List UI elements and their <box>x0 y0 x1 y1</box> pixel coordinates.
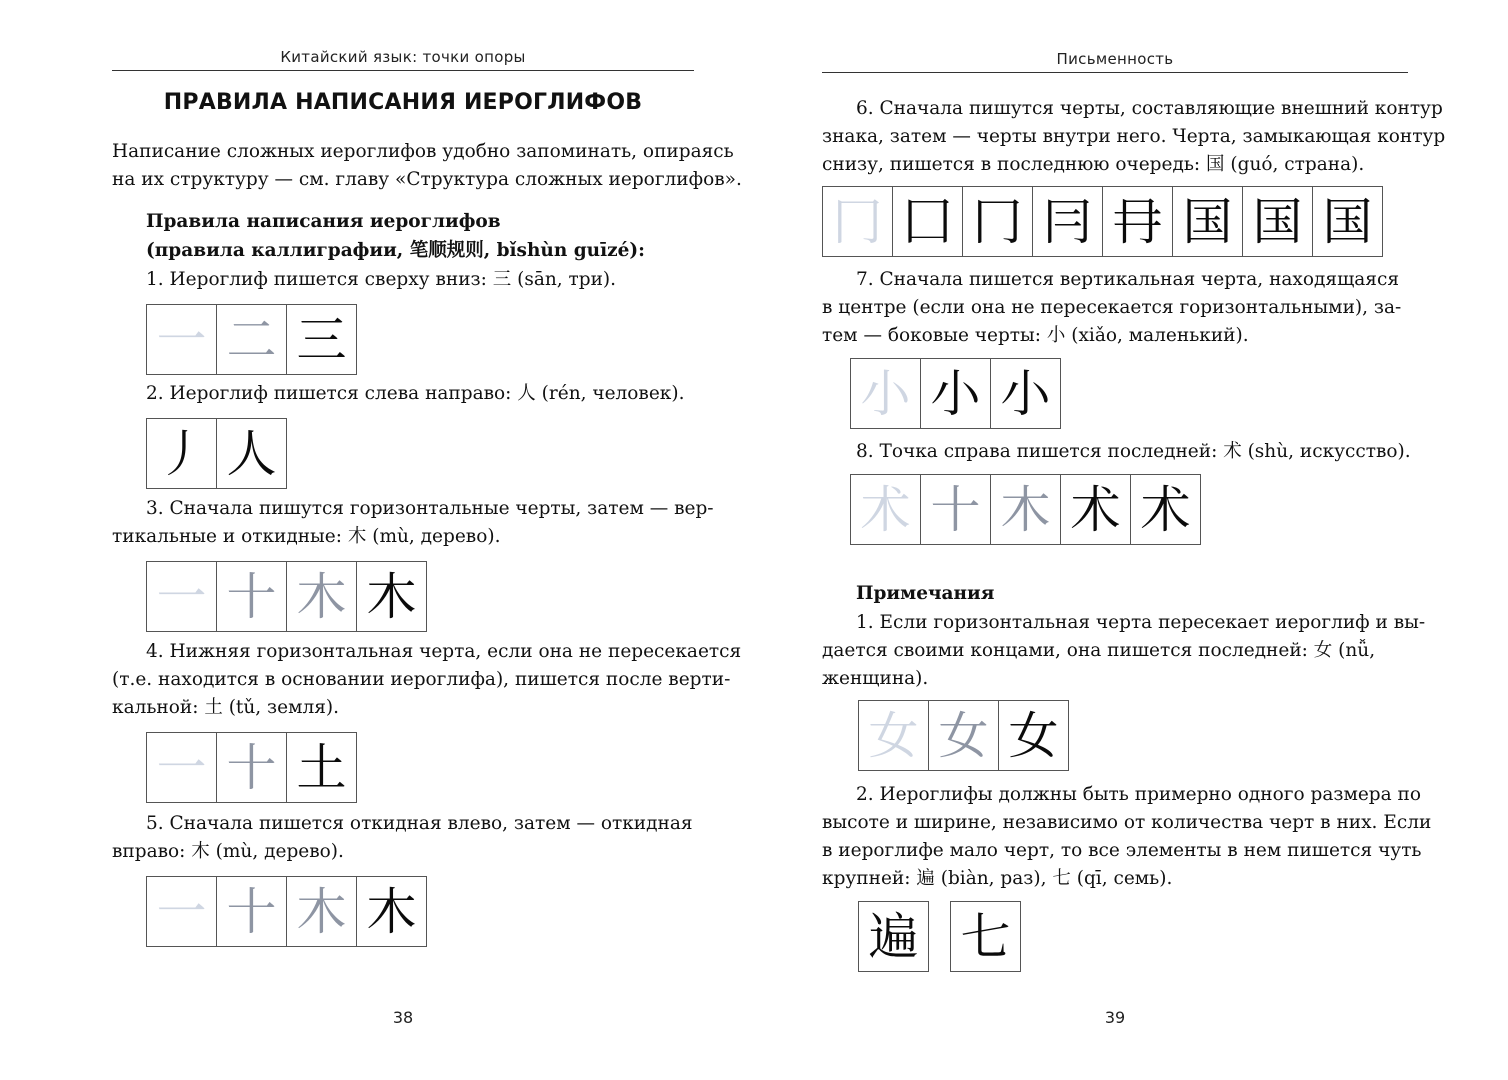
stroke-tile: 十 <box>216 561 287 632</box>
note-1-stroke-order <box>858 700 1069 771</box>
rule-4-text: 4. Нижняя горизонтальная черта, если она не пересекается <box>146 641 742 662</box>
stroke-tile: 十 <box>216 732 287 803</box>
rule-6-text: 6. Сначала пишутся черты, составляющие внешний контур <box>856 98 1443 119</box>
rule-7-text: в центре (если она не пересекается горизонтальными), за- <box>822 297 1402 318</box>
example-tile: 七 <box>950 901 1021 972</box>
stroke-tile: 冂 <box>822 186 893 257</box>
note-2-text: высоте и ширине, независимо от количества черт в них. Если <box>822 812 1432 833</box>
notes-heading: Примечания <box>856 583 995 604</box>
stroke-tile: 丿 <box>146 418 217 489</box>
note-1-text: женщина). <box>822 668 929 689</box>
stroke-tile: 国 <box>1172 186 1243 257</box>
chapter-title: ПРАВИЛА НАПИСАНИЯ ИЕРОГЛИФОВ <box>163 90 643 115</box>
stroke-tile: 三 <box>286 304 357 375</box>
rule-6-stroke-order <box>822 186 1383 257</box>
stroke-tile: 二 <box>216 304 287 375</box>
right-page <box>822 0 1446 1080</box>
rule-2-stroke-order <box>146 418 287 489</box>
stroke-tile: 女 <box>858 700 929 771</box>
rule-2-text: 2. Иероглиф пишется слева направо: 人 (rén, человек). <box>146 383 685 404</box>
header-rule <box>112 70 694 71</box>
note-2-text: в иероглифе мало черт, то все элементы в нем пишется чуть <box>822 840 1422 861</box>
note-2-text: 2. Иероглифы должны быть примерно одного размера по <box>856 784 1421 805</box>
stroke-tile: 木 <box>286 876 357 947</box>
rule-7-text: тем — боковые черты: 小 (xiǎo, маленький). <box>822 325 1249 346</box>
rule-6-text: знака, затем — черты внутри него. Черта, замыкающая контур <box>822 126 1446 147</box>
stroke-tile: 冄 <box>1102 186 1173 257</box>
rule-7-text: 7. Сначала пишется вертикальная черта, находящаяся <box>856 269 1399 290</box>
stroke-tile: 国 <box>1242 186 1313 257</box>
left-page <box>112 0 742 1080</box>
running-head: Китайский язык: точки опоры <box>280 48 526 66</box>
running-head: Письменность <box>1056 50 1174 68</box>
stroke-tile: 一 <box>146 876 217 947</box>
stroke-tile: 一 <box>146 304 217 375</box>
intro-line: на их структуру — см. главу «Структура сложных иероглифов». <box>112 169 742 190</box>
rule-7-stroke-order <box>850 358 1061 429</box>
stroke-tile: 小 <box>990 358 1061 429</box>
note-2-examples <box>858 901 1021 972</box>
stroke-tile: 十 <box>216 876 287 947</box>
stroke-tile: 十 <box>920 474 991 545</box>
stroke-tile: 小 <box>920 358 991 429</box>
stroke-tile: 国 <box>1312 186 1383 257</box>
stroke-tile: 术 <box>1060 474 1131 545</box>
stroke-tile: 术 <box>1130 474 1201 545</box>
rule-5-text: вправо: 木 (mù, дерево). <box>112 841 344 862</box>
stroke-tile: 冃 <box>1032 186 1103 257</box>
stroke-tile: 囗 <box>892 186 963 257</box>
stroke-tile: 木 <box>990 474 1061 545</box>
page-number: 38 <box>392 1008 414 1027</box>
rule-4-stroke-order <box>146 732 357 803</box>
stroke-tile: 术 <box>850 474 921 545</box>
note-1-text: 1. Если горизонтальная черта пересекает иероглиф и вы- <box>856 612 1426 633</box>
rule-8-stroke-order <box>850 474 1201 545</box>
rule-4-text: кальной: 土 (tǔ, земля). <box>112 697 339 718</box>
stroke-tile: 冂 <box>962 186 1033 257</box>
stroke-tile: 人 <box>216 418 287 489</box>
intro-line: Написание сложных иероглифов удобно запоминать, опираясь <box>112 141 734 162</box>
rule-8-text: 8. Точка справа пишется последней: 术 (shù, искусство). <box>856 441 1411 462</box>
rule-6-text: снизу, пишется в последнюю очередь: 国 (guó, страна). <box>822 154 1365 175</box>
rule-3-stroke-order <box>146 561 427 632</box>
rules-subheading: (правила каллиграфии, 笔顺规则, bǐshùn guīzé): <box>146 240 646 261</box>
rule-1-text: 1. Иероглиф пишется сверху вниз: 三 (sān, три). <box>146 269 617 290</box>
stroke-tile: 木 <box>356 876 427 947</box>
example-tile: 遍 <box>858 901 929 972</box>
rule-5-text: 5. Сначала пишется откидная влево, затем — откидная <box>146 813 693 834</box>
rule-3-text: 3. Сначала пишутся горизонтальные черты, затем — вер- <box>146 498 714 519</box>
rule-5-stroke-order <box>146 876 427 947</box>
stroke-tile: 木 <box>286 561 357 632</box>
stroke-tile: 一 <box>146 732 217 803</box>
rule-3-text: тикальные и откидные: 木 (mù, дерево). <box>112 526 501 547</box>
rules-subheading: Правила написания иероглифов <box>146 211 501 232</box>
header-rule <box>822 72 1408 73</box>
stroke-tile: 女 <box>928 700 999 771</box>
stroke-tile: 木 <box>356 561 427 632</box>
rule-4-text: (т.е. находится в основании иероглифа), пишется после верти- <box>112 669 731 690</box>
stroke-tile: 土 <box>286 732 357 803</box>
note-1-text: дается своими концами, она пишется последней: 女 (nǚ, <box>822 640 1376 661</box>
stroke-tile: 一 <box>146 561 217 632</box>
note-2-text: крупней: 遍 (biàn, раз), 七 (qī, семь). <box>822 868 1173 889</box>
rule-1-stroke-order <box>146 304 357 375</box>
stroke-tile: 小 <box>850 358 921 429</box>
page-number: 39 <box>1104 1008 1126 1027</box>
stroke-tile: 女 <box>998 700 1069 771</box>
